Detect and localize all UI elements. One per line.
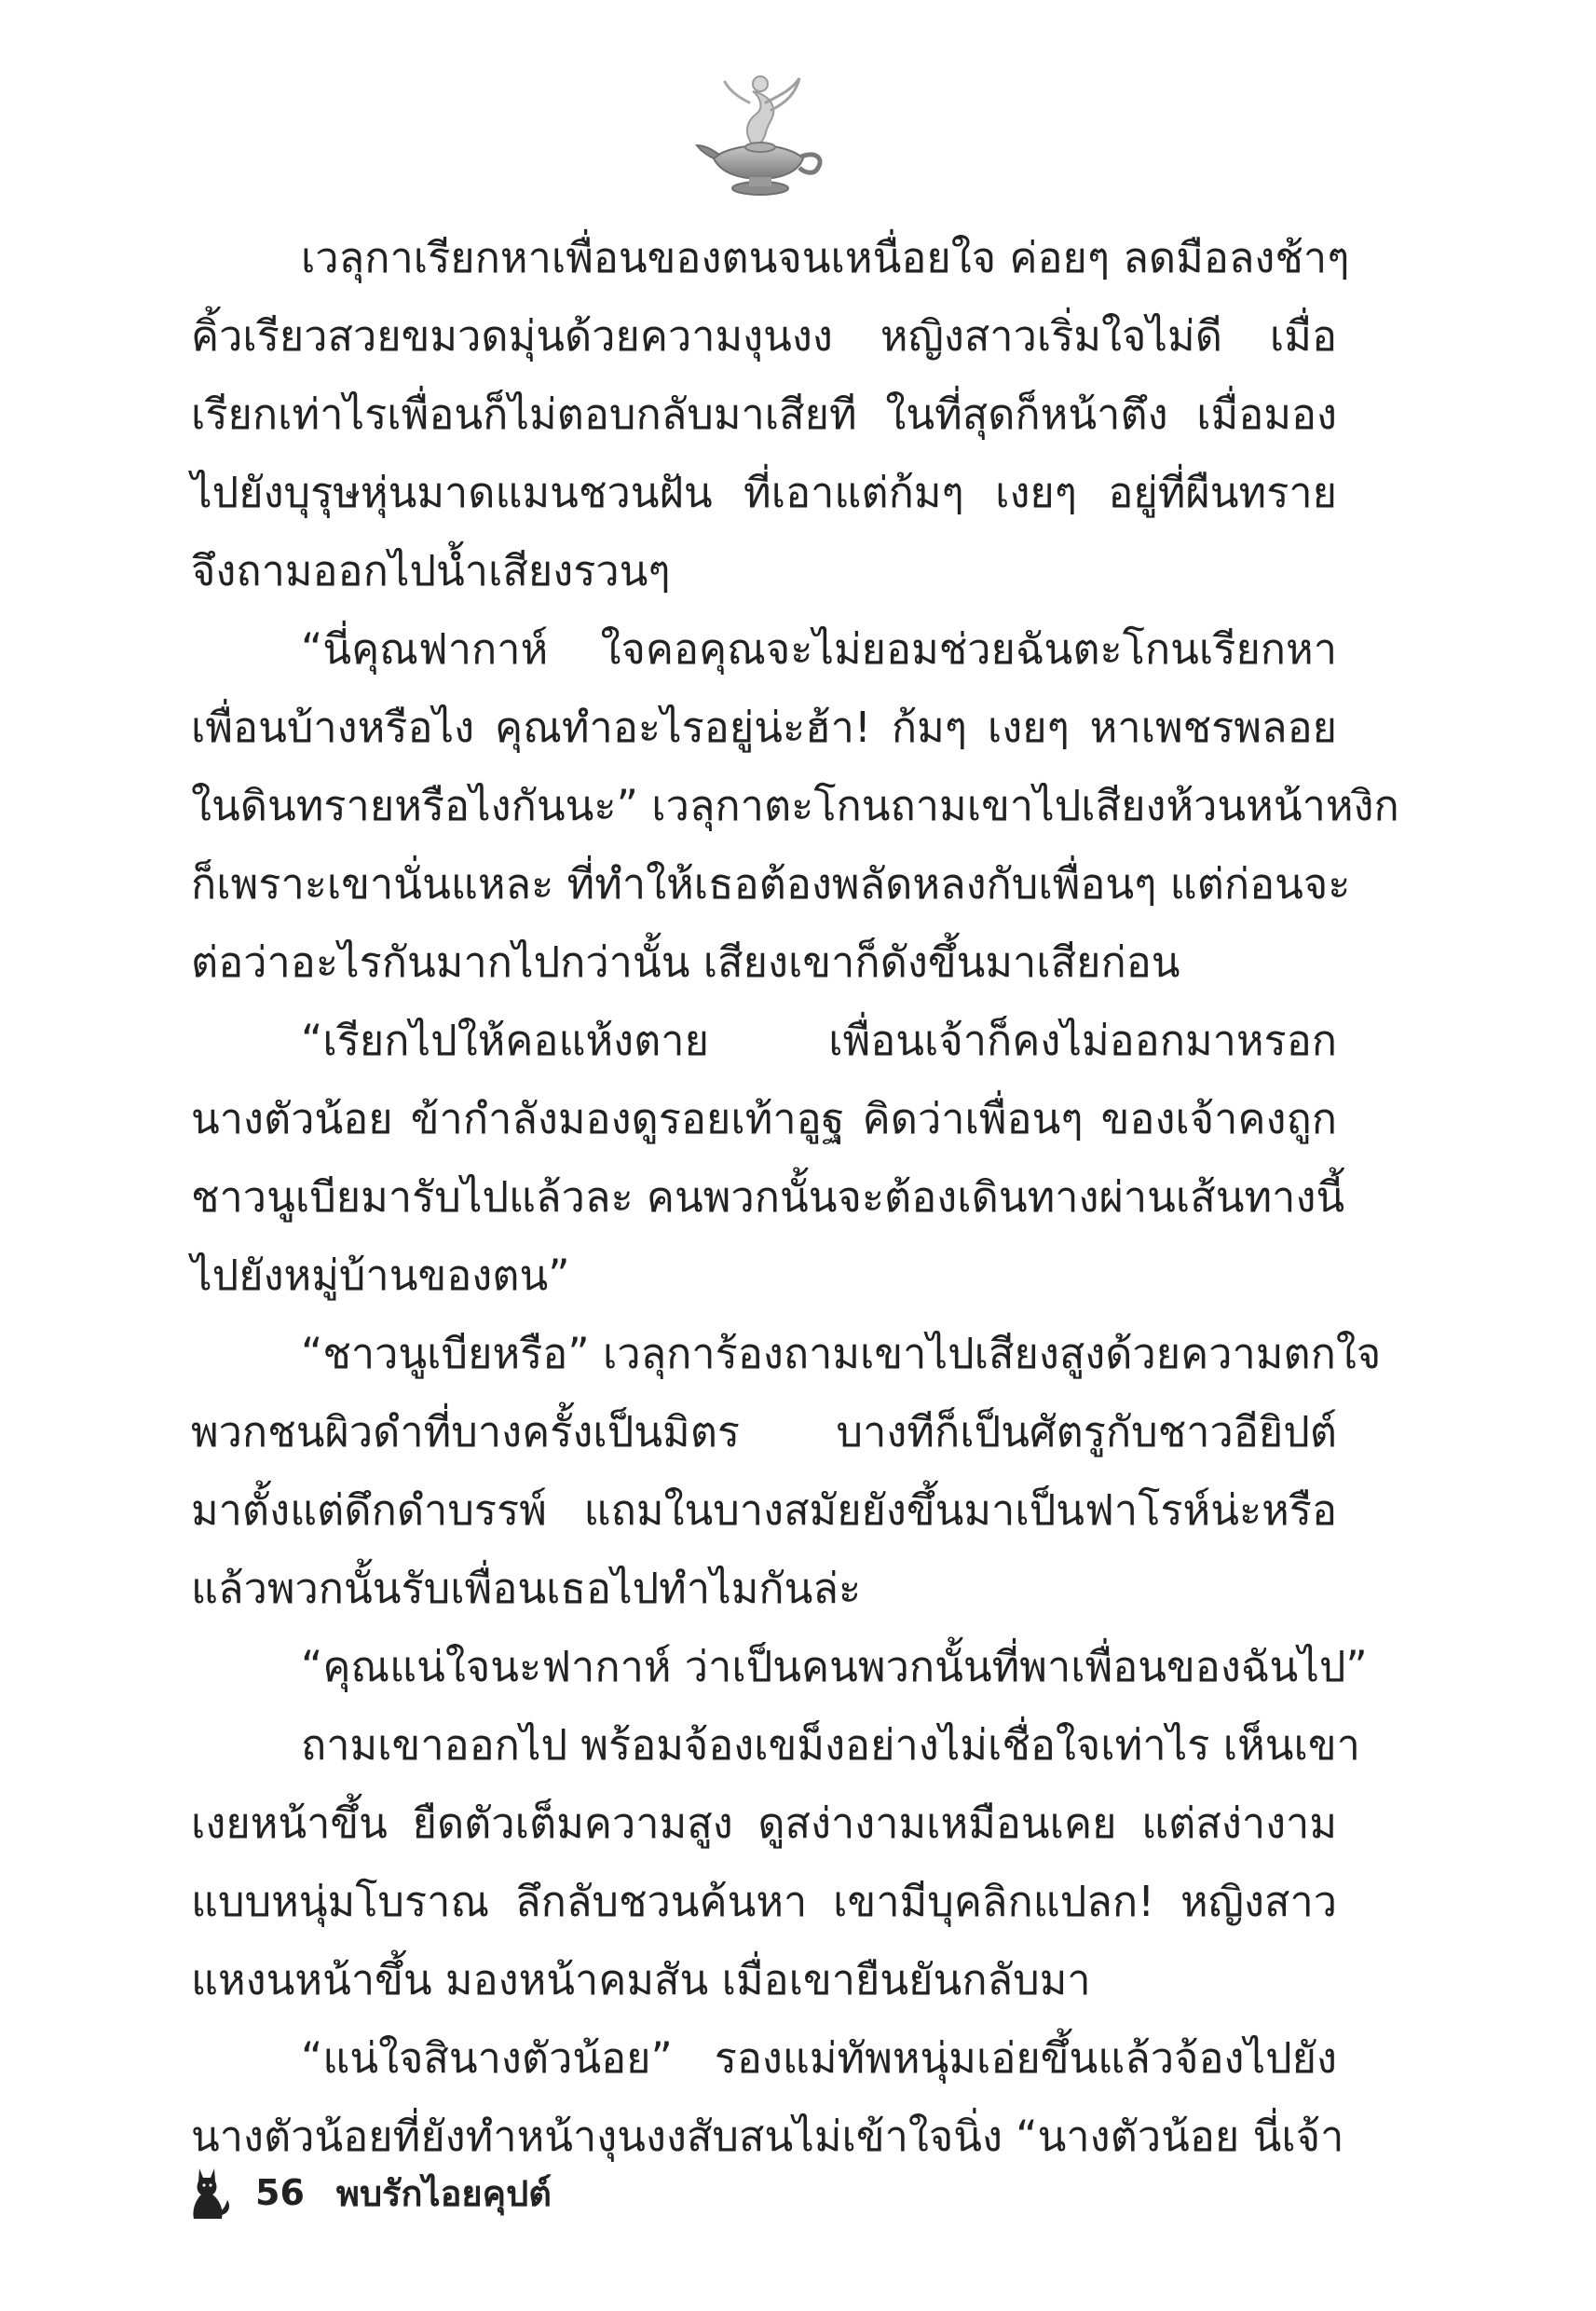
book-title: พบรักไอยคุปต์ (335, 2172, 552, 2214)
text-line: จึงถามออกไปน้ำเสียงรวนๆ (191, 546, 671, 595)
cat-icon (186, 2163, 233, 2222)
page-number: 56 (255, 2172, 305, 2213)
genie-lamp-icon (695, 65, 825, 205)
text-line: ในดินทรายหรือไงกันนะ” เวลุกาตะโกนถามเขาไปเสียงห้วนหน้าหงิก (191, 781, 1399, 830)
body-text (191, 219, 1399, 2176)
text-line: เพื่อนบ้างหรือไง คุณทำอะไรอยู่น่ะฮ้า! ก้มๆ เงยๆ หาเพชรพลอย (191, 703, 1337, 752)
page-footer (186, 2160, 552, 2225)
text-line: ไปยังบุรุษหุ่นมาดแมนชวนฝัน ที่เอาแต่ก้มๆ เงยๆ อยู่ที่ผืนทราย (191, 468, 1337, 517)
text-line: พวกชนผิวดำที่บางครั้งเป็นมิตร บางทีก็เป็นศัตรูกับชาวอียิปต์ (191, 1407, 1337, 1456)
text-line: แบบหนุ่มโบราณ ลึกลับชวนค้นหา เขามีบุคลิกแปลก! หญิงสาว (191, 1877, 1337, 1926)
text-line: ถามเขาออกไป พร้อมจ้องเขม็งอย่างไม่เชื่อใจเท่าไร เห็นเขา (301, 1720, 1360, 1770)
text-line: เวลุกาเรียกหาเพื่อนของตนจนเหนื่อยใจ ค่อยๆ ลดมือลงช้าๆ (301, 233, 1350, 282)
text-line: ชาวนูเบียมารับไปแล้วละ คนพวกนั้นจะต้องเดินทางผ่านเส้นทางนี้ (191, 1172, 1345, 1222)
text-line: “คุณแน่ใจนะฟากาห์ ว่าเป็นคนพวกนั้นที่พาเพื่อนของฉันไป” (301, 1642, 1368, 1691)
text-line: แหงนหน้าขึ้น มองหน้าคมสัน เมื่อเขายืนยันกลับมา (191, 1955, 1091, 2004)
text-line: “นี่คุณฟากาห์ ใจคอคุณจะไม่ยอมช่วยฉันตะโกนเรียกหา (301, 624, 1337, 674)
text-line: เรียกเท่าไรเพื่อนก็ไม่ตอบกลับมาเสียที ในที่สุดก็หน้าตึง เมื่อมอง (191, 390, 1337, 439)
text-line: “แน่ใจสินางตัวน้อย” รองแม่ทัพหนุ่มเอ่ยขึ้นแล้วจ้องไปยัง (301, 2033, 1337, 2083)
text-line: นางตัวน้อย ข้ากำลังมองดูรอยเท้าอูฐ คิดว่าเพื่อนๆ ของเจ้าคงถูก (191, 1094, 1337, 1143)
text-line: แล้วพวกนั้นรับเพื่อนเธอไปทำไมกันล่ะ (191, 1564, 862, 1613)
text-line: “ชาวนูเบียหรือ” เวลุการ้องถามเขาไปเสียงสูงด้วยความตกใจ (301, 1329, 1382, 1378)
text-line: มาตั้งแต่ดึกดำบรรพ์ แถมในบางสมัยยังขึ้นมาเป็นฟาโรห์น่ะหรือ (191, 1485, 1337, 1535)
text-line: นางตัวน้อยที่ยังทำหน้างุนงงสับสนไม่เข้าใจนิ่ง “นางตัวน้อย นี่เจ้า (191, 2112, 1344, 2161)
text-line: คิ้วเรียวสวยขมวดมุ่นด้วยความงุนงง หญิงสาวเริ่มใจไม่ดี เมื่อ (191, 311, 1337, 361)
text-line: ต่อว่าอะไรกันมากไปกว่านั้น เสียงเขาก็ดังขึ้นมาเสียก่อน (191, 937, 1180, 987)
text-line: เงยหน้าขึ้น ยืดตัวเต็มความสูง ดูสง่างามเหมือนเคย แต่สง่างาม (191, 1798, 1337, 1848)
text-line: ไปยังหมู่บ้านของตน” (191, 1251, 570, 1300)
text-line: “เรียกไปให้คอแห้งตาย เพื่อนเจ้าก็คงไม่ออกมาหรอก (301, 1016, 1337, 1065)
text-line: ก็เพราะเขานั่นแหละ ที่ทำให้เธอต้องพลัดหลงกับเพื่อนๆ แต่ก่อนจะ (191, 859, 1351, 909)
